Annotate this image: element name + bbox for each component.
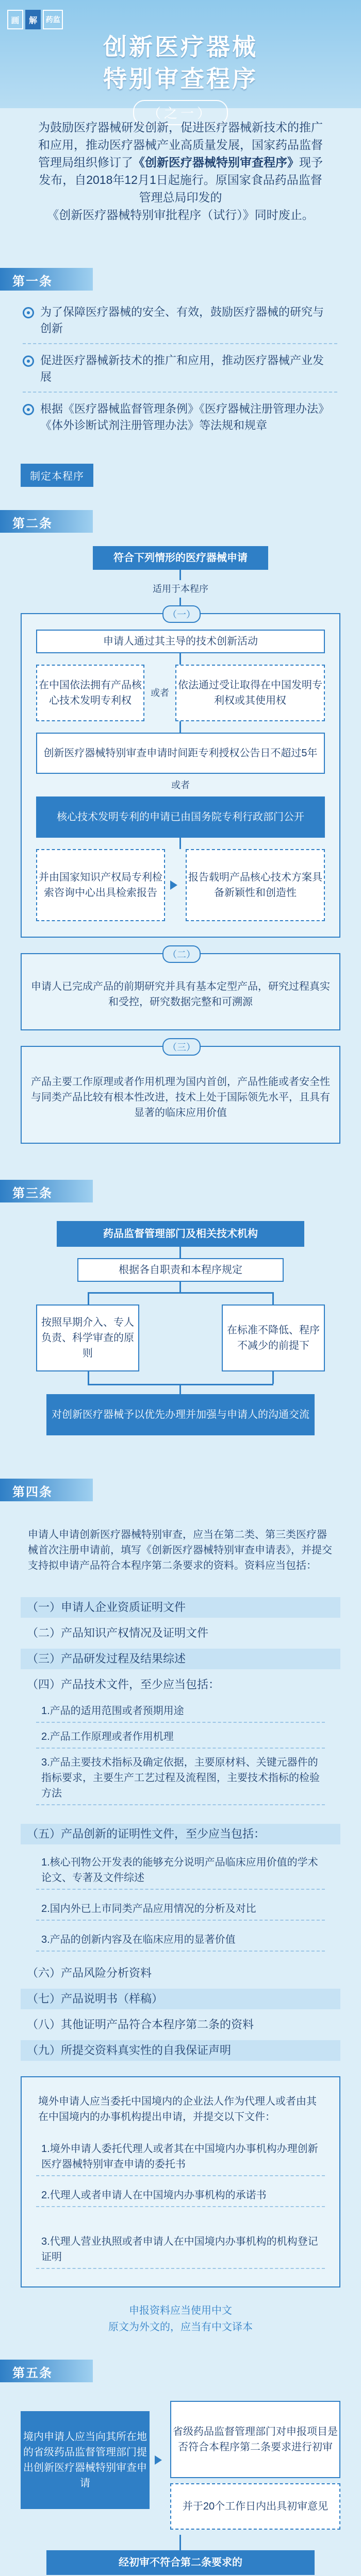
s5-right-sub: 并于20个工作日内出具初审意见 [170, 2483, 340, 2530]
s2-g1-title: 申请人通过其主导的技术创新活动 [36, 630, 325, 653]
section-3-header [0, 1180, 361, 1202]
s1-item-3-text: 根据《医疗器械监督管理条例》《医疗器械注册管理办法》《体外诊断试剂注册管理办法》等法规和规章 [40, 402, 330, 432]
s2-g1-b3: 报告载明产品核心技术方案具备新颖性和创造性 [186, 849, 325, 921]
header-banner [0, 0, 361, 121]
s4-foreign-1: 1.境外申请人委托代理人或者其在中国境内办事机构办理创新医疗器械特别审查申请的委托书 [36, 2138, 325, 2176]
s4-item-8: （八）其他证明产品符合本程序第二条的资料 [27, 2018, 254, 2031]
s1-item-2-text: 促进医疗器械新技术的推广和应用，推动医疗器械产业发展 [40, 354, 324, 383]
page-title-line2: 特别审查程序 [103, 65, 258, 92]
intro-para2-end: 同时废止。 [254, 208, 314, 222]
s1-item-1 [23, 304, 332, 337]
connector [179, 1282, 181, 1292]
bullet-icon [23, 355, 34, 367]
connector [179, 653, 181, 665]
section-1-label: 第一条 [12, 275, 53, 289]
s1-item-3 [23, 401, 332, 434]
bullet-icon [23, 307, 34, 318]
s2-sub: 适用于本程序 [153, 584, 208, 594]
s4-item-1: （一）申请人企业资质证明文件 [21, 1597, 340, 1618]
s1-tag: 制定本程序 [21, 464, 93, 487]
section-5-label: 第五条 [12, 2366, 53, 2380]
section-2-label: 第二条 [12, 517, 53, 531]
arrow-right-icon [170, 880, 177, 890]
connector [179, 1384, 181, 1394]
intro-para2: 现予发布，自2018年12月1日起施行。原国家食品药品监督管理总局印发的 [39, 156, 323, 204]
connector [88, 1292, 273, 1294]
connector [179, 721, 181, 733]
section-2-header [0, 510, 361, 533]
bullet-icon [23, 404, 34, 415]
connector [272, 1292, 274, 1304]
s2-group-3-number: （三） [162, 1038, 201, 1056]
s4-item-5: （五）产品创新的证明性文件，至少应当包括： [21, 1824, 340, 1844]
s4-intro: 申请人申请创新医疗器械特别审查，应当在第二类、第三类医疗器械首次注册申请前，填写《创新医疗器械特别审查申请表》，并提交支持拟申请产品符合本程序第二条要求的资料。资料应当包括： [28, 1529, 332, 1571]
s1-divider-1 [23, 343, 337, 344]
s2-group-2-number: （二） [162, 945, 201, 963]
intro-para2-quote: 《创新医疗器械特别审批程序（试行）》 [47, 208, 255, 222]
intro-para1: 为鼓励医疗器械研发创新，促进医疗器械新技术的推广和应用，推动医疗器械产业高质量发展，国家药品监督管理局组织修订了 [38, 121, 323, 169]
s4-item-4: （四）产品技术文件，至少应当包括： [27, 1678, 220, 1691]
page-title-line1: 创新医疗器械 [103, 33, 258, 60]
section-1-header [0, 268, 361, 291]
s3-left: 按照早期介入、专人负责、科学审查的原则 [36, 1304, 139, 1371]
s4-tech-1: 1.产品的适用范围或者预期用途 [36, 1700, 325, 1723]
s1-divider-2 [23, 392, 337, 393]
s4-item-3: （三）产品研发过程及结果综述 [21, 1649, 340, 1669]
s4-foreign-intro: 境外申请人应当委托中国境内的企业法人作为代理人或者由其在中国境内的办事机构提出申请，并提交以下文件： [38, 2096, 317, 2123]
connector [88, 1371, 89, 1384]
s2-g1-mid: 创新医疗器械特别审查申请时间距专利授权公告日不超过5年 [36, 733, 325, 774]
connector [88, 1292, 89, 1304]
s4-tech-3: 3.产品主要技术指标及确定依据，主要原材料、关键元器件的指标要求，主要生产工艺过程及流程图，主要技术指标的检验方法 [36, 1752, 325, 1805]
s5-right-box: 省级药品监督管理部门对申报项目是否符合本程序第二条要求进行初审 [170, 2401, 340, 2478]
s1-item-1-text: 为了保障医疗器械的安全、有效，鼓励医疗器械的研究与创新 [40, 306, 324, 335]
s4-foreign-3: 3.代理人营业执照或者申请人在中国境内办事机构的机构登记证明 [36, 2231, 325, 2269]
logo [7, 6, 63, 33]
section-4-label: 第四条 [12, 1485, 53, 1499]
s4-note-2: 原文为外文的，应当有中文译本 [108, 2321, 253, 2333]
s4-foreign-2: 2.代理人或者申请人在中国境内办事机构的承诺书 [36, 2184, 325, 2207]
s2-head-box: 符合下列情形的医疗器械申请 [93, 546, 268, 570]
logo-mid: 解 [25, 10, 41, 29]
section-3-label: 第三条 [12, 1187, 53, 1200]
s4-proof-3: 3.产品的创新内容及在临床应用的显著价值 [36, 1929, 325, 1952]
s2-g2-text: 申请人已完成产品的前期研究并具有基本定型产品，研究过程真实和受控，研究数据完整和可溯源 [31, 981, 330, 1008]
s3-bottom: 对创新医疗器械予以优先办理并加强与申请人的沟通交流 [46, 1394, 315, 1435]
s4-tech-2: 2.产品工作原理或者作用机理 [36, 1726, 325, 1749]
s2-group-1-number: （一） [162, 605, 201, 623]
connector [179, 838, 181, 849]
logo-right: 药监 [43, 10, 63, 29]
s2-g1-b1: 核心技术发明专利的申请已由国务院专利行政部门公开 [36, 796, 325, 838]
s5-left-box: 境内申请人应当向其所在地的省级药品监督管理部门提出创新医疗器械特别审查申请 [21, 2411, 150, 2509]
s3-head-box: 药品监督管理部门及相关技术机构 [57, 1221, 304, 1247]
s5-mid-box: 经初审不符合第二条要求的 [46, 2550, 315, 2575]
page-subtitle: （之一） [133, 100, 228, 125]
connector [179, 570, 181, 580]
s2-g1-right: 依法通过受让取得在中国发明专利权或其使用权 [175, 665, 325, 721]
connector [179, 2535, 181, 2550]
s4-item-9: （九）所提交资料真实性的自我保证声明 [21, 2040, 340, 2061]
connector [272, 1371, 274, 1384]
s4-item-7: （七）产品说明书（样稿） [21, 1989, 340, 2009]
s2-g1-or2: 或者 [171, 780, 190, 790]
logo-left: 画 [7, 10, 23, 29]
title-block [0, 31, 361, 125]
s3-sub-box: 根据各自职责和本程序规定 [77, 1258, 284, 1282]
section-5-header [0, 2360, 361, 2382]
s1-item-2 [23, 352, 332, 385]
s3-right: 在标准不降低、程序不减少的前提下 [222, 1304, 325, 1371]
section-4-header [0, 1479, 361, 1501]
s4-item-6: （六）产品风险分析资料 [27, 1967, 152, 1979]
arrow-right-icon [155, 2455, 162, 2465]
s2-g1-or: 或者 [151, 688, 169, 698]
s2-g3-text: 产品主要工作原理或者作用机理为国内首创，产品性能或者安全性与同类产品比较有根本性改进，技术上处于国际领先水平，且具有显著的临床应用价值 [31, 1076, 330, 1118]
s4-item-2: （二）产品知识产权情况及证明文件 [27, 1626, 209, 1639]
s2-g1-left: 在中国依法拥有产品核心技术发明专利权 [36, 665, 144, 721]
connector [179, 1247, 181, 1258]
intro-text [36, 118, 325, 224]
intro-para1-bold: 《创新医疗器械特别审查程序》 [133, 156, 299, 169]
s2-g1-b2: 并由国家知识产权局专利检索咨询中心出具检索报告 [36, 849, 165, 921]
s4-proof-2: 2.国内外已上市同类产品应用情况的分析及对比 [36, 1898, 325, 1921]
s4-note-1: 申报资料应当使用中文 [129, 2305, 232, 2316]
s4-proof-1: 1.核心刊物公开发表的能够充分说明产品临床应用价值的学术论文、专著及文件综述 [36, 1852, 325, 1890]
